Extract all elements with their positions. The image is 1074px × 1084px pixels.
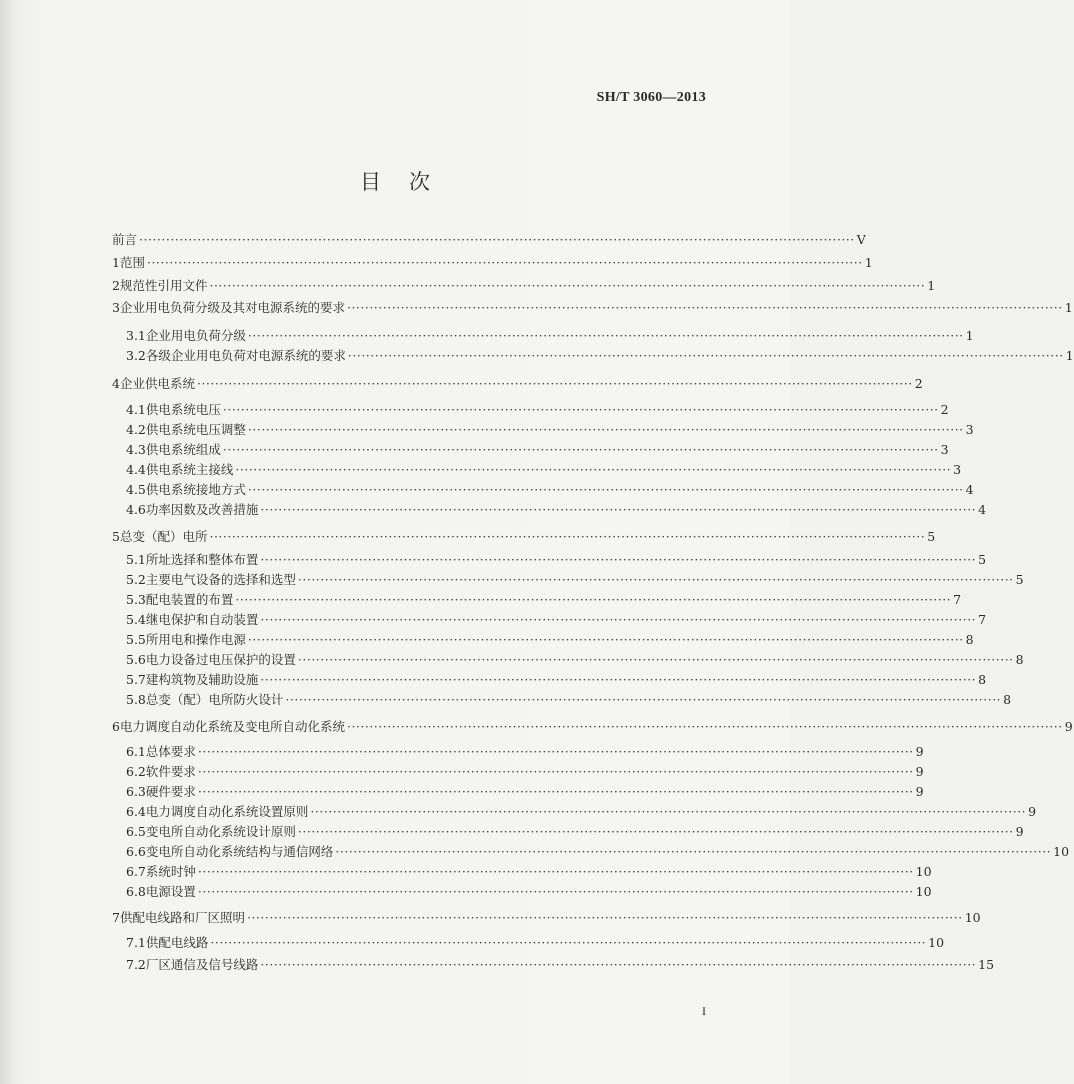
toc-entry-number: 5.7: [126, 672, 146, 687]
toc-entry-page: 15: [978, 957, 995, 972]
toc-entry-title: 建构筑物及辅助设施: [145, 672, 259, 687]
dot-leader: ································································································································································: [209, 529, 926, 544]
toc-entry: [126, 740, 924, 760]
toc-entry-page: 2: [914, 376, 923, 391]
toc-entry-number: 6.8: [126, 884, 146, 899]
toc-entry: [126, 324, 974, 344]
toc-entry-page: 5: [927, 529, 936, 544]
toc-entry: [126, 800, 1037, 820]
toc-entry: [112, 715, 1073, 735]
toc-entry-title: 企业用电负荷分级: [145, 328, 246, 343]
toc-entry: [112, 525, 936, 545]
toc-entry: [126, 648, 1024, 668]
dot-leader: ································································································································································: [197, 864, 914, 879]
toc-entry: [112, 906, 981, 926]
toc-entry-number: 3.1: [126, 328, 146, 343]
toc-entry-title: 继电保护和自动装置: [145, 612, 259, 627]
dot-leader: ································································································································································: [297, 652, 1014, 667]
dot-leader: ································································································································································: [260, 552, 977, 567]
toc-entry: [126, 880, 932, 900]
toc-entry: [126, 498, 987, 518]
toc-entry: [126, 688, 1012, 708]
toc-entry-title: 厂区通信及信号线路: [145, 957, 259, 972]
toc-entry-page: V: [856, 232, 866, 247]
toc-entry-title: 供电系统电压: [145, 402, 221, 417]
dot-leader: ································································································································································: [197, 744, 914, 759]
dot-leader: ································································································································································: [247, 422, 964, 437]
toc-entry-title: 供电系统接地方式: [145, 482, 246, 497]
toc-entry-title: 规范性引用文件: [119, 278, 208, 293]
toc-entry: [126, 608, 987, 628]
toc-entry-page: 5: [978, 552, 987, 567]
toc-entry-number: 4.4: [126, 462, 146, 477]
toc-entry: [126, 478, 974, 498]
toc-title: 目次: [360, 170, 458, 194]
toc-entry-number: 7.2: [126, 957, 146, 972]
dot-leader: ································································································································································: [247, 328, 964, 343]
toc-entry-title: 企业用电负荷分级及其对电源系统的要求: [119, 300, 345, 315]
toc-entry-title: 所址选择和整体布置: [145, 552, 259, 567]
toc-entry-title: 电力调度自动化系统及变电所自动化系统: [119, 719, 345, 734]
toc-entry-number: 6.6: [126, 844, 146, 859]
toc-entry: [112, 296, 1073, 316]
toc-entry-number: 5: [112, 529, 120, 544]
toc-entry-title: 前言: [112, 232, 138, 247]
toc-entry-number: 6.3: [126, 784, 146, 799]
toc-entry-title: 主要电气设备的选择和选型: [145, 572, 296, 587]
toc-entry-page: 10: [915, 884, 932, 899]
toc-entry-page: 10: [964, 910, 981, 925]
toc-entry-title: 硬件要求: [145, 784, 196, 799]
toc-entry-page: 9: [915, 744, 924, 759]
toc-entry-page: 9: [915, 784, 924, 799]
toc-entry-title: 企业供电系统: [119, 376, 195, 391]
toc-entry-number: 2: [112, 278, 120, 293]
toc-entry-title: 范围: [119, 255, 145, 270]
toc-entry-page: 4: [965, 482, 974, 497]
dot-leader: ································································································································································: [347, 348, 1064, 363]
dot-leader: ································································································································································: [346, 300, 1063, 315]
toc-entry-title: 总变（配）电所防火设计: [145, 692, 284, 707]
toc-entry-number: 4.3: [126, 442, 146, 457]
dot-leader: ································································································································································: [209, 278, 926, 293]
dot-leader: ································································································································································: [197, 764, 914, 779]
toc-entry-page: 9: [1028, 804, 1037, 819]
toc-entry: [126, 953, 995, 973]
dot-leader: ································································································································································: [260, 672, 977, 687]
dot-leader: ································································································································································: [222, 402, 939, 417]
toc-entry-number: 1: [112, 255, 120, 270]
dot-leader: ································································································································································: [146, 255, 863, 270]
toc-entry: [126, 760, 924, 780]
toc-entry-number: 6.5: [126, 824, 146, 839]
toc-entry-number: 5.2: [126, 572, 146, 587]
dot-leader: ································································································································································: [247, 482, 964, 497]
toc-entry-number: 5.8: [126, 692, 146, 707]
toc-entry: [126, 931, 945, 951]
toc-entry: [112, 228, 866, 248]
toc-entry: [126, 344, 1074, 364]
toc-entry-title: 变电所自动化系统设计原则: [145, 824, 296, 839]
dot-leader: ································································································································································: [260, 612, 977, 627]
toc-entry-number: 5.1: [126, 552, 146, 567]
toc-entry-number: 6.1: [126, 744, 146, 759]
toc-entry-page: 4: [978, 502, 987, 517]
toc-entry-title: 软件要求: [145, 764, 196, 779]
dot-leader: ································································································································································: [197, 884, 914, 899]
toc-entry-number: 5.5: [126, 632, 146, 647]
toc-entry: [126, 840, 1070, 860]
toc-entry-number: 4.1: [126, 402, 146, 417]
toc-entry: [126, 860, 932, 880]
dot-leader: ································································································································································: [210, 935, 927, 950]
toc-entry-title: 供电系统电压调整: [145, 422, 246, 437]
toc-entry-number: 6.7: [126, 864, 146, 879]
toc-entry-number: 4.2: [126, 422, 146, 437]
toc-entry: [112, 274, 936, 294]
page-number: I: [702, 1004, 706, 1018]
toc-entry-page: 1: [1064, 300, 1073, 315]
toc-entry-page: 1: [927, 278, 936, 293]
dot-leader: ································································································································································: [310, 804, 1027, 819]
toc-entry-title: 所用电和操作电源: [145, 632, 246, 647]
toc-entry: [112, 251, 873, 271]
toc-entry-page: 7: [953, 592, 962, 607]
dot-leader: ································································································································································: [222, 442, 939, 457]
toc-entry: [112, 372, 923, 392]
toc-entry: [126, 628, 974, 648]
dot-leader: ································································································································································: [235, 462, 952, 477]
toc-entry-number: 3.2: [126, 348, 146, 363]
toc-entry-title: 变电所自动化系统结构与通信网络: [145, 844, 334, 859]
toc-entry-title: 供电系统主接线: [145, 462, 234, 477]
toc-entry-page: 1: [1065, 348, 1074, 363]
toc-entry-page: 8: [978, 672, 987, 687]
toc-entry-page: 9: [1015, 824, 1024, 839]
toc-entry-title: 电力设备过电压保护的设置: [145, 652, 296, 667]
toc-entry-page: 8: [1015, 652, 1024, 667]
dot-leader: ································································································································································: [297, 824, 1014, 839]
toc-entry: [126, 568, 1024, 588]
toc-entry-page: 9: [915, 764, 924, 779]
toc-entry-title: 电力调度自动化系统设置原则: [145, 804, 309, 819]
toc-entry-title: 总变（配）电所: [119, 529, 208, 544]
dot-leader: ································································································································································: [285, 692, 1002, 707]
dot-leader: ································································································································································: [235, 592, 952, 607]
toc-entry: [126, 548, 987, 568]
toc-entry-number: 5.6: [126, 652, 146, 667]
toc-entry: [126, 668, 987, 688]
toc-entry-title: 功率因数及改善措施: [145, 502, 259, 517]
toc-entry-number: 4: [112, 376, 120, 391]
toc-entry: [126, 588, 962, 608]
toc-entry-number: 6.4: [126, 804, 146, 819]
dot-leader: ································································································································································: [335, 844, 1052, 859]
toc-entry-title: 总体要求: [145, 744, 196, 759]
dot-leader: ································································································································································: [197, 784, 914, 799]
toc-entry: [126, 418, 974, 438]
toc-entry-page: 9: [1064, 719, 1073, 734]
document-code: SH/T 3060—2013: [596, 90, 706, 105]
toc-entry-number: 7.1: [126, 935, 146, 950]
toc-entry-page: 8: [965, 632, 974, 647]
toc-entry-page: 10: [928, 935, 945, 950]
toc-entry-title: 供配电线路: [145, 935, 209, 950]
toc-entry-title: 电源设置: [145, 884, 196, 899]
dot-leader: ································································································································································: [139, 232, 855, 247]
dot-leader: ································································································································································: [260, 502, 977, 517]
toc-entry-page: 10: [915, 864, 932, 879]
toc-entry: [126, 780, 924, 800]
toc-entry-page: 1: [965, 328, 974, 343]
toc-entry-title: 供电系统组成: [145, 442, 221, 457]
toc-entry: [126, 458, 962, 478]
toc-entry-number: 5.4: [126, 612, 146, 627]
dot-leader: ································································································································································: [247, 632, 964, 647]
toc-entry-page: 5: [1015, 572, 1024, 587]
toc-entry: [126, 438, 949, 458]
toc-entry-page: 7: [978, 612, 987, 627]
toc-entry-page: 3: [953, 462, 962, 477]
toc-entry-page: 3: [940, 442, 949, 457]
toc-entry-page: 10: [1053, 844, 1070, 859]
toc-entry-page: 3: [965, 422, 974, 437]
toc-entry-title: 供配电线路和厂区照明: [119, 910, 245, 925]
toc-entry: [126, 820, 1024, 840]
dot-leader: ································································································································································: [346, 719, 1063, 734]
dot-leader: ································································································································································: [260, 957, 977, 972]
dot-leader: ································································································································································: [196, 376, 913, 391]
toc-entry-number: 6: [112, 719, 120, 734]
toc-entry-title: 配电装置的布置: [145, 592, 234, 607]
toc-entry-number: 5.3: [126, 592, 146, 607]
toc-entry-number: 4.6: [126, 502, 146, 517]
toc-entry-page: 1: [864, 255, 873, 270]
toc-entry-number: 7: [112, 910, 120, 925]
toc-entry-title: 系统时钟: [145, 864, 196, 879]
dot-leader: ································································································································································: [246, 910, 963, 925]
dot-leader: ································································································································································: [297, 572, 1014, 587]
toc-entry-number: 4.5: [126, 482, 146, 497]
toc-entry-title: 各级企业用电负荷对电源系统的要求: [145, 348, 346, 363]
toc-entry-number: 6.2: [126, 764, 146, 779]
toc-entry: [126, 398, 949, 418]
toc-entry-number: 3: [112, 300, 120, 315]
toc-entry-page: 8: [1003, 692, 1012, 707]
toc-entry-page: 2: [940, 402, 949, 417]
